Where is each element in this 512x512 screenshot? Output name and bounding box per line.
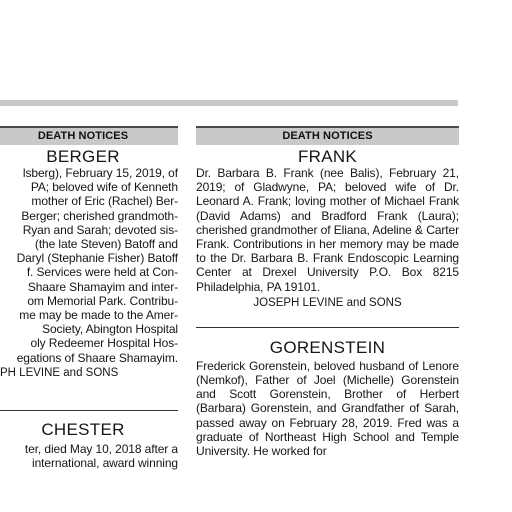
notice-signature-frank: JOSEPH LEVINE and SONS	[253, 296, 402, 309]
notice-line: Berger; cherished grandmoth-	[21, 208, 178, 223]
notice-name-chester: CHESTER	[41, 419, 125, 439]
notice-body-berger	[0, 166, 178, 365]
notice-line: me may be made to the Amer-	[19, 308, 178, 323]
top-separator-rule	[0, 100, 458, 106]
notice-line: egations of Shaare Shamayim.	[16, 350, 178, 365]
notice-line: mother of Eric (Rachel) Ber-	[31, 194, 178, 209]
notice-line: international, award winning	[32, 456, 178, 471]
left-column	[0, 126, 178, 512]
notice-line: oly Redeemer Hospital Hos-	[30, 336, 178, 351]
notice-line: Society, Abington Hospital	[42, 322, 178, 337]
notice-signature-berger: PH LEVINE and SONS	[0, 366, 119, 379]
notice-line: (the late Steven) Batoff and	[34, 237, 178, 252]
notice-name-berger: BERGER	[46, 147, 120, 166]
notice-name-frank: FRANK	[297, 147, 358, 166]
notice-line: Ryan and Sarah; devoted sis-	[22, 222, 178, 237]
notice-name-gorenstein: GORENSTEIN	[269, 337, 386, 357]
notice-line: ter, died May 10, 2018 after a	[24, 441, 178, 456]
section-header-death-notices: DEATH NOTICES	[196, 126, 459, 145]
notice-body-gorenstein: Frederick Gorenstein, beloved husband of Lenore (Nemkof), Father of Joel (Michelle) Gorenstein and Scott Gorenstein, Brother of Herbert (Barbara) Gorenstein, and Grandfather of Sarah, passed away on February 28, 2019. Fred was a graduate of Northeast High School and Temple University. He worked for	[196, 358, 459, 459]
notice-line: PA; beloved wife of Kenneth	[30, 180, 178, 195]
notice-line: f. Services were held at Con-	[26, 265, 178, 280]
notice-body-chester	[0, 442, 178, 470]
notice-divider	[0, 410, 178, 411]
notice-line: Daryl (Stephanie Fisher) Batoff	[16, 251, 178, 266]
right-column	[196, 126, 459, 512]
section-header-death-notices: DEATH NOTICES	[0, 126, 178, 145]
notice-line: om Memorial Park. Contribu-	[27, 293, 178, 308]
notice-line: lsberg), February 15, 2019, of	[22, 166, 178, 180]
notice-divider	[196, 327, 459, 328]
notice-line: Shaare Shamayim and inter-	[27, 279, 178, 294]
notice-body-frank: Dr. Barbara B. Frank (nee Balis), February 21, 2019; of Gladwyne, PA; beloved wife of Dr. Leonard A. Frank; loving mother of Michael Frank (David Adams) and Bradford Frank (Laura); cherished grandmother of Eliana, Adeline & Carter Frank. Contributions in her memory may be made to the Dr. Barbara B. Frank Endoscopic Learning Center at Drexel University P.O. Box 8215 Philadelphia, PA 19101.	[196, 166, 459, 294]
